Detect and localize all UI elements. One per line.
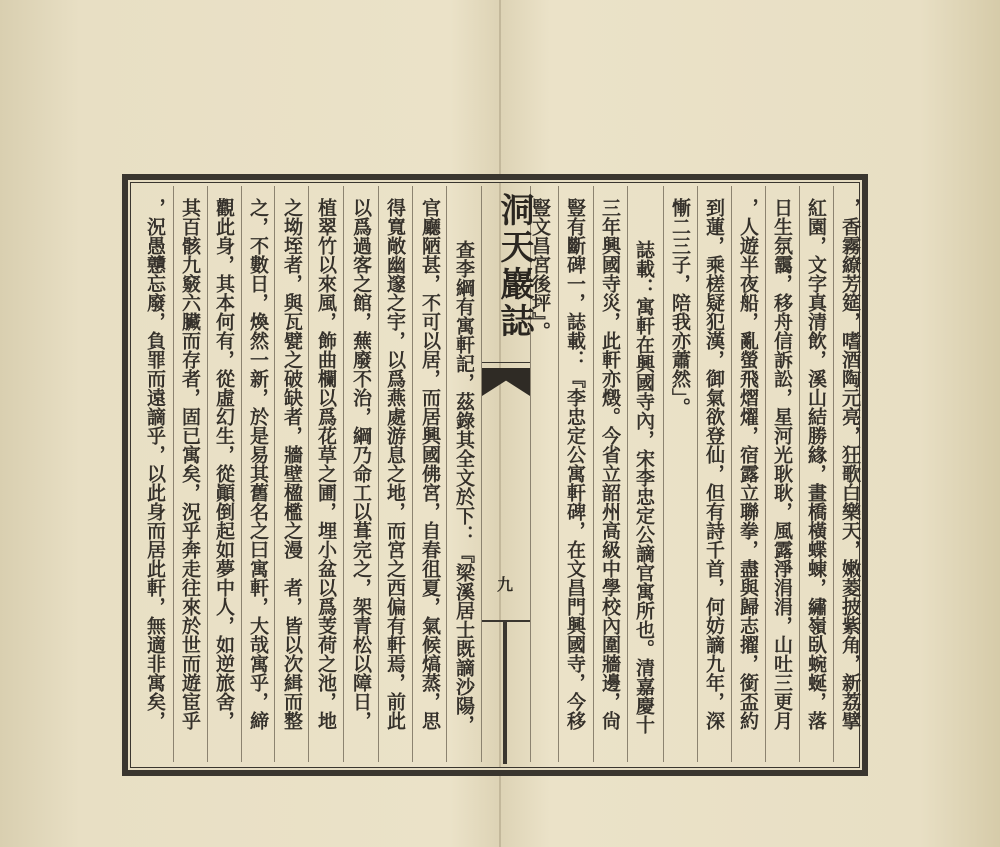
column-rule — [765, 186, 766, 762]
column-rule — [308, 186, 309, 762]
text-column: 日生氛靄，移舟信訴訟，星河光耿耿，風露淨涓涓，山吐三更月 — [771, 198, 793, 730]
column-rule — [731, 186, 732, 762]
title-divider — [482, 362, 530, 363]
text-column: 誌載：寓軒在興國寺內，宋李忠定公謫官寓所也。清嘉慶十 — [633, 240, 655, 734]
text-column: ，香霧繚芳筵，嗜酒陶元亮，狂歌白樂天，嫩菱披紫角，新荔擘 — [839, 198, 861, 730]
text-column: 慚二三子，陪我亦蕭然」。 — [669, 198, 691, 417]
column-rule — [412, 186, 413, 762]
column-rule — [173, 186, 174, 762]
text-column: 植翠竹以來風，飾曲欄以爲花草之圃，埋小盆以爲芰荷之池，地 — [315, 198, 337, 730]
column-rule — [663, 186, 664, 762]
center-thick-rule — [503, 620, 507, 764]
column-rule — [799, 186, 800, 762]
text-column: ，況愚戇忘廢，負罪而遠謫乎，以此身而居此軒，無適非寓矣， — [144, 198, 166, 730]
text-column: 之，不數日，煥然一新，於是易其舊名之曰寓軒，大哉寓乎，締 — [247, 198, 269, 730]
text-column: 其百骸九竅六臟而存者，固已寓矣，況乎奔走往來於世而遊宦乎 — [179, 198, 201, 730]
text-column: 以爲過客之館，蕪廢不治，綱乃命工以葺完之，架青松以障日， — [350, 198, 372, 730]
column-rule — [343, 186, 344, 762]
text-column: 之坳垤者，與瓦甓之破缺者，牆壁楹檻之漫 者，皆以次緝而整 — [281, 198, 303, 730]
text-column: 到蓮，乘槎疑犯漢，御氣欲登仙，但有詩千首，何妨謫九年，深 — [703, 198, 725, 730]
column-rule — [833, 186, 834, 762]
column-rule — [697, 186, 698, 762]
column-rule — [274, 186, 275, 762]
text-column: 三年興國寺災，此軒亦燬。今省立韶州高級中學校內圍牆邊，尙 — [599, 198, 621, 730]
column-rule — [446, 186, 447, 762]
text-column: ，人遊半夜船，亂螢飛熠燿，宿露立聯拳，盡與歸志擢，銜盃約 — [737, 198, 759, 730]
book-title: 洞天巖誌 — [494, 192, 534, 340]
page-number: 九 — [497, 575, 514, 594]
text-column: 觀此身，其本何有，從虛幻生，從顚倒起如夢中人，如逆旅舍， — [213, 198, 235, 730]
text-column: 查李綱有寓軒記，茲錄其全文於下：『梁溪居士既謫沙陽， — [453, 240, 475, 734]
column-rule — [207, 186, 208, 762]
text-column: 紅園，文字真清飲，溪山結勝緣，畫橋橫蝶蝀，繡嶺臥蜿蜒，落 — [805, 198, 827, 730]
column-rule — [593, 186, 594, 762]
column-rule — [627, 186, 628, 762]
text-column: 官廳陋甚，不可以居，而居興國佛宮，自春徂夏，氣候熇蒸，思 — [419, 198, 441, 730]
column-rule — [378, 186, 379, 762]
text-column: 得寬敞幽邃之宇，以爲燕處游息之地，而宮之西偏有軒焉，前此 — [384, 198, 406, 730]
column-rule — [241, 186, 242, 762]
center-band-rule — [481, 186, 482, 762]
text-column: 豎有斷碑一，誌載：『李忠定公寓軒碑，在文昌門興國寺，今移 — [564, 198, 586, 730]
text-column: 豎文昌宮後坪』。 — [529, 198, 551, 341]
column-rule — [558, 186, 559, 762]
